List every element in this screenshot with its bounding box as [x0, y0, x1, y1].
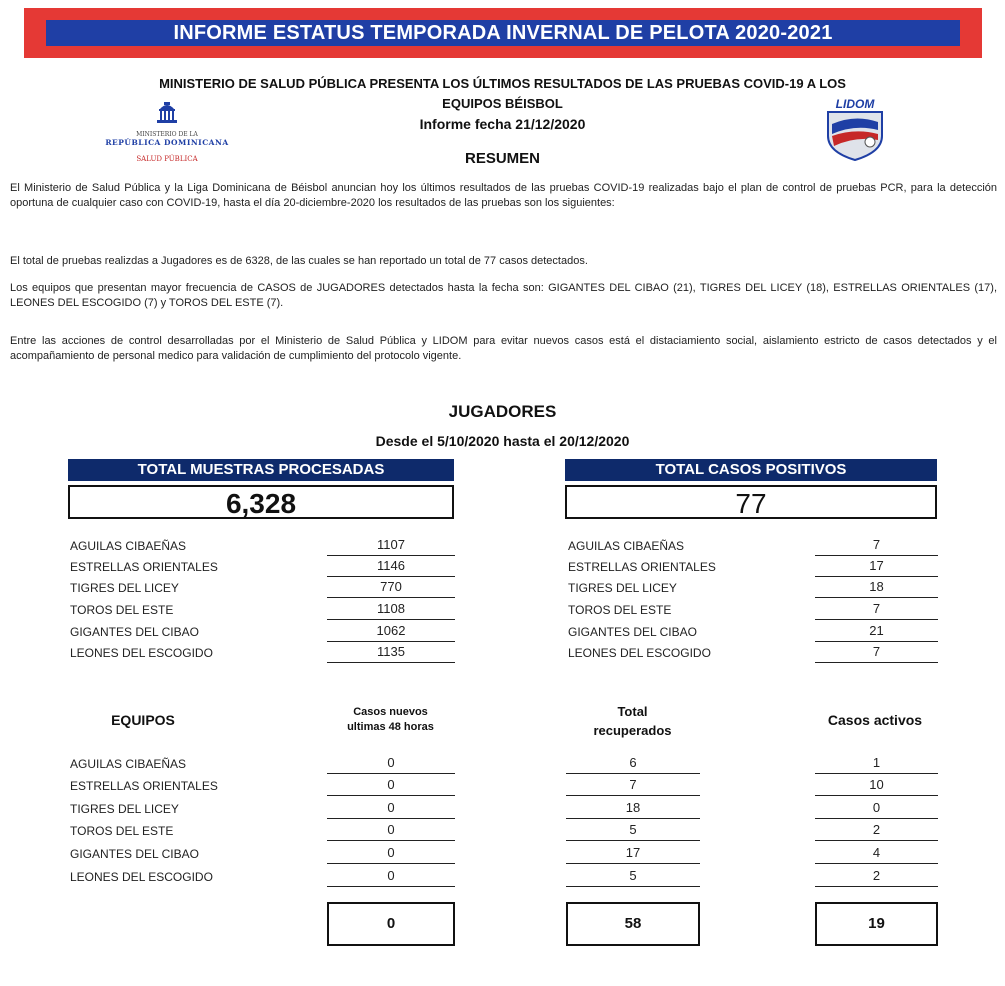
active-value: 0 [815, 799, 938, 819]
lidom-logo-text: LIDOM [835, 97, 875, 111]
col-recuperados [560, 702, 705, 740]
new-cases-value: 0 [327, 754, 455, 774]
team-name: AGUILAS CIBAEÑAS [568, 539, 685, 553]
recovered-value: 17 [566, 844, 700, 864]
paragraph-actions: Entre las acciones de control desarrolladas por el Ministerio de Salud Pública y LIDOM para evitar nuevos casos está el distaciamiento social, aislamiento estricto de casos detectados y el acompañamiento de personal medico para validación de cumplimiento del protocolo vigente. [10, 335, 997, 362]
positivos-row [568, 622, 938, 642]
logo-line-1: MINISTERIO DE LA [136, 131, 198, 138]
recovered-value: 7 [566, 776, 700, 796]
logo-line-2: REPÚBLICA DOMINICANA [105, 138, 229, 147]
salud-publica-logo [102, 100, 232, 162]
team-name: ESTRELLAS ORIENTALES [568, 560, 716, 574]
team-name: GIGANTES DEL CIBAO [70, 847, 199, 861]
team-name: ESTRELLAS ORIENTALES [70, 779, 218, 793]
section-range: Desde el 5/10/2020 hasta el 20/12/2020 [375, 433, 630, 449]
team-name: TIGRES DEL LICEY [70, 802, 179, 816]
lidom-logo [820, 96, 890, 162]
col-equipos: EQUIPOS [111, 712, 175, 728]
positivos-value: 7 [815, 600, 938, 620]
new-cases-value: 0 [327, 867, 455, 887]
positivos-row [568, 600, 938, 620]
muestras-value: 1107 [327, 536, 455, 556]
equipos-row [70, 799, 950, 819]
muestras-row [70, 557, 456, 577]
team-name: TOROS DEL ESTE [70, 603, 174, 617]
positivos-value: 7 [815, 536, 938, 556]
positivos-value: 18 [815, 578, 938, 598]
positivos-row [568, 643, 938, 663]
active-value: 2 [815, 821, 938, 841]
muestras-value: 1135 [327, 643, 455, 663]
report-date: Informe fecha 21/12/2020 [419, 116, 586, 132]
team-name: TOROS DEL ESTE [568, 603, 672, 617]
positivos-total: 77 [565, 485, 937, 519]
recovered-value: 18 [566, 799, 700, 819]
equipos-row [70, 754, 950, 774]
active-value: 4 [815, 844, 938, 864]
muestras-row [70, 600, 456, 620]
recovered-value: 5 [566, 867, 700, 887]
title-banner [24, 8, 982, 58]
positivos-value: 17 [815, 557, 938, 577]
col-recuperados-line2: recuperados [593, 723, 672, 738]
col-casos-nuevos [318, 705, 463, 735]
new-cases-value: 0 [327, 776, 455, 796]
active-value: 10 [815, 776, 938, 796]
team-name: GIGANTES DEL CIBAO [568, 625, 697, 639]
team-name: LEONES DEL ESCOGIDO [70, 646, 213, 660]
team-name: GIGANTES DEL CIBAO [70, 625, 199, 639]
col-casos-nuevos-line2: ultimas 48 horas [347, 721, 434, 733]
team-name: TIGRES DEL LICEY [568, 581, 677, 595]
active-value: 2 [815, 867, 938, 887]
positivos-header: TOTAL CASOS POSITIVOS [565, 459, 937, 481]
section-title: JUGADORES [448, 402, 557, 421]
header-line-2: EQUIPOS BÉISBOL [442, 96, 563, 111]
muestras-header: TOTAL MUESTRAS PROCESADAS [68, 459, 454, 481]
muestras-value: 1146 [327, 557, 455, 577]
government-building-icon [153, 100, 181, 124]
muestras-row [70, 578, 456, 598]
muestras-value: 1108 [327, 600, 455, 620]
muestras-value: 770 [327, 578, 455, 598]
team-name: LEONES DEL ESCOGIDO [568, 646, 711, 660]
logo-line-3: SALUD PÚBLICA [136, 155, 198, 163]
active-value: 1 [815, 754, 938, 774]
new-cases-value: 0 [327, 821, 455, 841]
team-name: AGUILAS CIBAEÑAS [70, 539, 187, 553]
team-name: TOROS DEL ESTE [70, 824, 174, 838]
col-casos-activos: Casos activos [827, 712, 923, 728]
muestras-total: 6,328 [68, 485, 454, 519]
active-total: 19 [815, 902, 938, 946]
equipos-row [70, 844, 950, 864]
team-name: LEONES DEL ESCOGIDO [70, 870, 213, 884]
new-cases-value: 0 [327, 799, 455, 819]
paragraph-total: El total de pruebas realizdas a Jugadores es de 6328, de las cuales se han reportado un total de 77 casos detectados. [10, 255, 588, 267]
positivos-value: 7 [815, 643, 938, 663]
equipos-row [70, 776, 950, 796]
positivos-row [568, 578, 938, 598]
col-casos-nuevos-line1: Casos nuevos [353, 706, 428, 718]
header-line-1: MINISTERIO DE SALUD PÚBLICA PRESENTA LOS ÚLTIMOS RESULTADOS DE LAS PRUEBAS COVID-19 A LOS [159, 76, 846, 91]
paragraph-intro: El Ministerio de Salud Pública y la Liga Dominicana de Béisbol anuncian hoy los últimos resultados de las pruebas COVID-19 realizadas bajo el plan de control de pruebas PCR, para la detección oportuna de cualquier caso con COVID-19, hasta el día 20-diciembre-2020 los resultados de las pruebas son los siguientes: [10, 182, 997, 209]
new-cases-total: 0 [327, 902, 455, 946]
muestras-row [70, 536, 456, 556]
muestras-row [70, 622, 456, 642]
muestras-row [70, 643, 456, 663]
equipos-row [70, 867, 950, 887]
team-name: AGUILAS CIBAEÑAS [70, 757, 187, 771]
summary-heading: RESUMEN [464, 150, 540, 167]
banner-title: INFORME ESTATUS TEMPORADA INVERNAL DE PELOTA 2020-2021 [46, 20, 960, 46]
new-cases-value: 0 [327, 844, 455, 864]
equipos-row [70, 821, 950, 841]
positivos-value: 21 [815, 622, 938, 642]
positivos-row [568, 557, 938, 577]
team-name: TIGRES DEL LICEY [70, 581, 179, 595]
recovered-value: 6 [566, 754, 700, 774]
col-recuperados-line1: Total [617, 704, 648, 719]
team-name: ESTRELLAS ORIENTALES [70, 560, 218, 574]
recovered-value: 5 [566, 821, 700, 841]
positivos-row [568, 536, 938, 556]
paragraph-frequency: Los equipos que presentan mayor frecuencia de CASOS de JUGADORES detectados hasta la fecha son: GIGANTES DEL CIBAO (21), TIGRES DEL LICEY (18), ESTRELLAS ORIENTALES (17), LEONES DEL ESCOGIDO (7) y TOROS DEL ESTE (7). [10, 282, 997, 309]
recovered-total: 58 [566, 902, 700, 946]
muestras-value: 1062 [327, 622, 455, 642]
